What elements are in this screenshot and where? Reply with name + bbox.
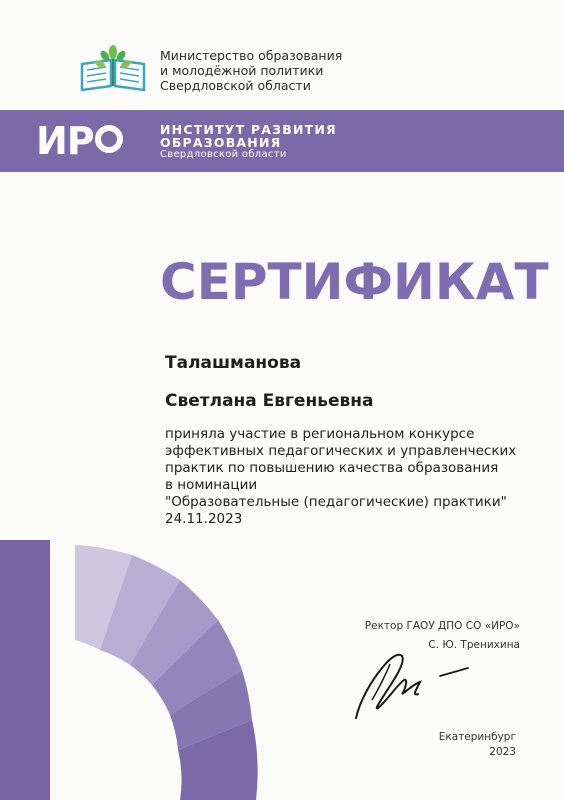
institute-title-line-2: ОБРАЗОВАНИЯ xyxy=(160,135,282,150)
body-line-2: эффективных педагогических и управленческих xyxy=(165,443,517,459)
signatory-position: Ректор ГАОУ ДПО СО «ИРО» xyxy=(364,620,520,632)
institute-name xyxy=(160,123,337,161)
iro-logo xyxy=(36,119,123,163)
institute-banner xyxy=(0,110,564,172)
ministry-header xyxy=(78,42,378,96)
issue-place xyxy=(439,730,516,760)
decorative-arc-graphic xyxy=(0,520,260,800)
ministry-line-1: Министерство образования xyxy=(160,48,343,63)
iro-logo-ring-icon xyxy=(95,125,123,153)
recipient-name: Светлана Евгеньевна xyxy=(165,391,374,411)
signature-image xyxy=(342,640,482,722)
certificate-title: СЕРТИФИКАТ xyxy=(160,253,549,311)
institute-subtitle: Свердловской области xyxy=(160,149,287,160)
iro-logo-letters: ИР xyxy=(36,119,94,163)
signatory-name: С. Ю. Тренихина xyxy=(428,639,520,651)
ministry-name xyxy=(160,48,342,93)
body-line-6: 24.11.2023 xyxy=(165,511,243,527)
recipient-surname: Талашманова xyxy=(165,353,302,373)
ministry-line-2: и молодёжной политики xyxy=(160,63,324,78)
ministry-logo-icon xyxy=(78,42,148,96)
body-line-1: приняла участие в региональном конкурсе xyxy=(165,426,475,442)
body-line-4: в номинации xyxy=(165,477,258,493)
body-line-3: практик по повышению качества образования xyxy=(165,460,499,476)
issue-year: 2023 xyxy=(489,746,516,758)
body-line-5: "Образовательные (педагогические) практики" xyxy=(165,494,507,510)
institute-title-line-1: ИНСТИТУТ РАЗВИТИЯ xyxy=(160,122,337,137)
city-name: Екатеринбург xyxy=(438,731,516,743)
certificate-body xyxy=(165,426,517,528)
ministry-line-3: Свердловской области xyxy=(160,78,311,93)
